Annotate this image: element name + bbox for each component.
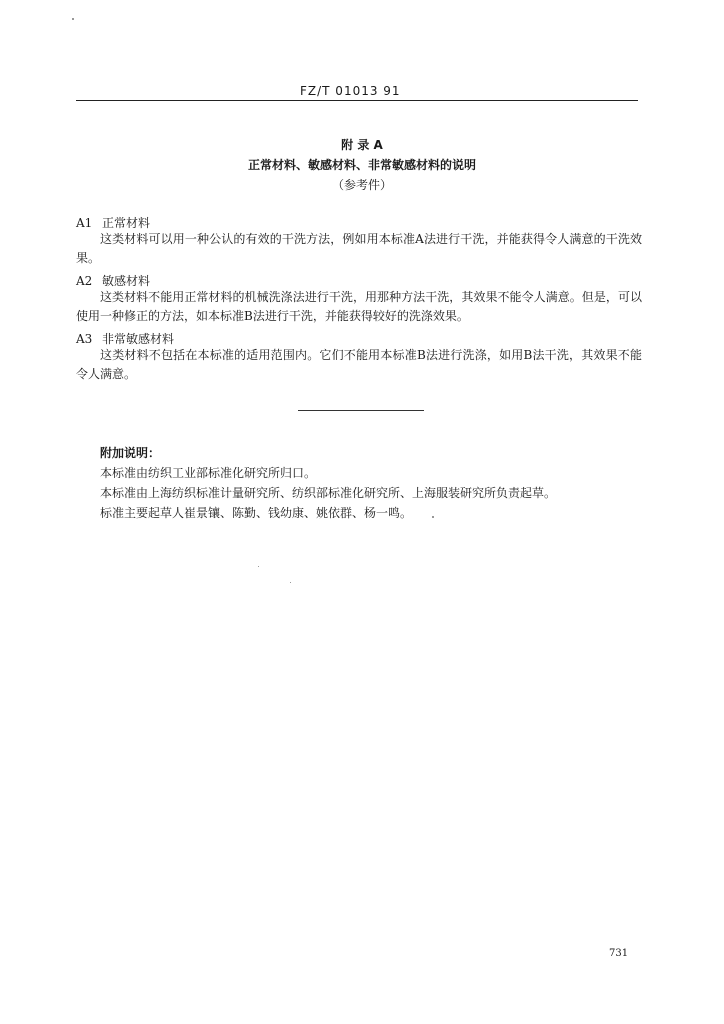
page-number: 731 (609, 948, 629, 959)
section-text: 这类材料可以用一种公认的有效的干洗方法，例如用本标准A法进行干洗，并能获得令人满意的干洗效果。 (76, 232, 642, 265)
scan-speck (432, 516, 434, 518)
section-text: 这类材料不包括在本标准的适用范围内。它们不能用本标准B法进行洗涤，如用B法干洗，其效果不能令人满意。 (76, 348, 642, 381)
separator-line (298, 410, 424, 411)
scan-speck (72, 18, 74, 20)
section-text: 这类材料不能用正常材料的机械洗涤法进行干洗，用那种方法干洗，其效果不能令人满意。但是，可以使用一种修正的方法，如本标准B法进行干洗，并能获得较好的洗涤效果。 (76, 290, 642, 323)
section-a2-heading (76, 272, 150, 289)
appendix-note: （参考件） (331, 178, 392, 192)
section-title: 非常敏感材料 (102, 332, 175, 346)
supplementary-line: 标准主要起草人崔景镶、陈勤、钱幼康、姚依群、杨一鸣。 (100, 506, 413, 520)
scan-speck (258, 566, 259, 567)
section-title: 正常材料 (102, 216, 151, 230)
section-a1-heading (76, 214, 150, 231)
supplementary-line: 本标准由上海纺织标准计量研究所、纺织部标准化研究所、上海服装研究所负责起草。 (100, 486, 557, 500)
standard-code: FZ/T 01013 91 (300, 84, 401, 98)
section-number: A3 (76, 332, 93, 346)
appendix-subtitle: 正常材料、敏感材料、非常敏感材料的说明 (247, 158, 476, 172)
section-a2-body (76, 288, 642, 326)
supplementary-line: 本标准由纺织工业部标准化研究所归口。 (100, 466, 317, 480)
section-a1-body (76, 230, 642, 268)
scan-speck (290, 582, 291, 583)
section-a3-heading (76, 330, 174, 347)
supplementary-heading: 附加说明： (100, 446, 161, 460)
appendix-title: 附 录 A (341, 138, 383, 152)
section-title: 敏感材料 (102, 274, 151, 288)
section-number: A1 (76, 216, 93, 230)
section-number: A2 (76, 274, 93, 288)
header-rule (76, 100, 638, 101)
section-a3-body (76, 346, 642, 384)
